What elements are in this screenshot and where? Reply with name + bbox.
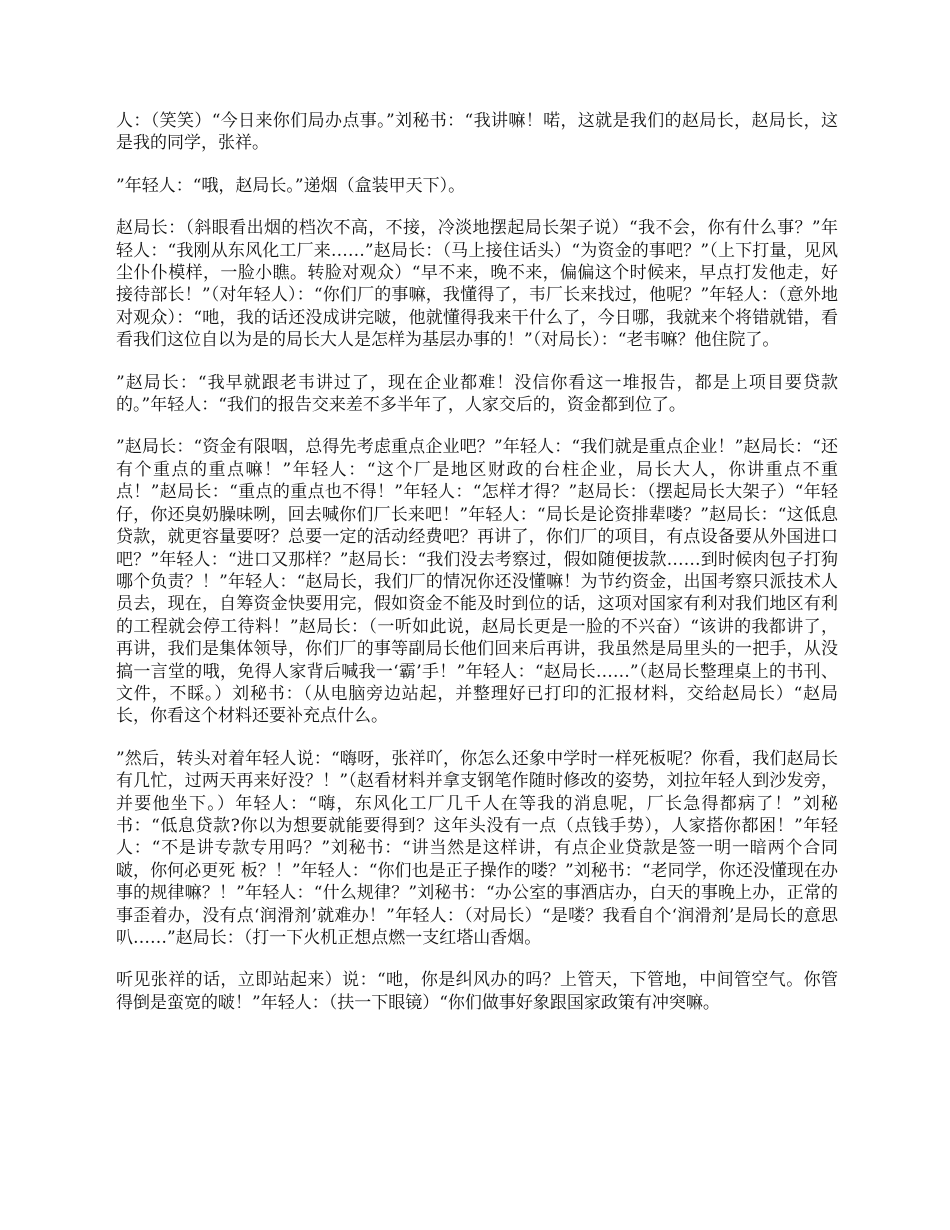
document-page (116, 110, 838, 1034)
paragraph-3: 赵局长：（斜眼看出烟的档次不高，不接，冷淡地摆起局长架子说）“我不会，你有什么事？”年轻人：“我刚从东风化工厂来……”赵局长：（马上接住话头）“为资金的事吧？”（上下打量，见风尘仆仆模样，一脸小瞧。转脸对观众）“早不来，晚不来，偏偏这个时候来，早点打发他走，好接待部长！”（对年轻人）：“你们厂的事嘛，我懂得了，韦厂长来找过，他呢？”年轻人：（意外地对观众）：“吔，我的话还没成讲完啵，他就懂得我来干什么了，今日哪，我就来个将错就错，看看我们这位自以为是的局长大人是怎样为基层办事的！”（对局长）：“老韦嘛？他住院了。 (116, 218, 838, 351)
paragraph-5: ”赵局长：“资金有限咽，总得先考虑重点企业吧？”年轻人：“我们就是重点企业！”赵局长：“还有个重点的重点嘛！”年轻人：“这个厂是地区财政的台柱企业，局长大人，你讲重点不重点！”赵局长：“重点的重点也不得！”年轻人：“怎样才得？”赵局长：（摆起局长大架子）“年轻仔，你还臭奶臊味咧，回去喊你们厂长来吧！”年轻人：“局长是论资排辈喽？”赵局长：“这低息贷款，就更容量要呀？总要一定的活动经费吧？再讲了，你们厂的项目，有点设备要从外国进口吧？”年轻人：“进口又那样？”赵局长：“我们没去考察过，假如随便拔款……到时候肉包子打狗哪个负责？！”年轻人：“赵局长，我们厂的情况你还没懂嘛！为节约资金，出国考察只派技术人员去，现在，自筹资金快要用完，假如资金不能及时到位的话，这项对国家有利对我们地区有利的工程就会停工待料！”赵局长：（一听如此说，赵局长更是一脸的不兴奋）“该讲的我都讲了，再讲，我们是集体领导，你们厂的事等副局长他们回来后再讲，我虽然是局里头的一把手，从没搞一言堂的哦，免得人家背后喊我一‘霸’手！”年轻人：“赵局长……”（赵局长整理桌上的书刊、文件，不睬。）刘秘书：（从电脑旁边站起，并整理好已打印的汇报材料，交给赵局长）“赵局长，你看这个材料还要补充点什么。 (116, 437, 838, 727)
paragraph-4: ”赵局长：“我早就跟老韦讲过了，现在企业都难！没信你看这一堆报告，都是上项目要贷款的。”年轻人：“我们的报告交来差不多半年了，人家交后的，资金都到位了。 (116, 372, 838, 416)
paragraph-2: ”年轻人：“哦，赵局长。”递烟（盒装甲天下）。 (116, 175, 466, 196)
paragraph-6: ”然后，转头对着年轻人说：“嗨呀，张祥吖，你怎么还象中学时一样死板呢？你看，我们赵局长有几忙，过两天再来好没？！”（赵看材料并拿支钢笔作随时修改的姿势，刘拉年轻人到沙发旁，并要他坐下。）年轻人：“嗨，东风化工厂几千人在等我的消息呢，厂长急得都病了！”刘秘书：“低息贷款?你以为想要就能要得到？这年头没有一点（点钱手势），人家搭你都困！”年轻人：“不是讲专款专用吗？”刘秘书：“讲当然是这样讲，有点企业贷款是签一明一暗两个合同啵，你何必更死 板？！”年轻人：“你们也是正子操作的喽？”刘秘书：“老同学，你还没懂现在办事的规律嘛？！”年轻人：“什么规律？”刘秘书：“办公室的事酒店办，白天的事晚上办，正常的事歪着办，没有点‘润滑剂’就难办！”年轻人：（对局长）“是喽？我看自个‘润滑剂’是局长的意思叭……”赵局长：（打一下火机正想点燃一支红塔山香烟。 (116, 748, 838, 948)
paragraph-7: 听见张祥的话，立即站起来）说：“吔，你是纠风办的吗？上管天，下管地，中间管空气。你管得倒是蛮宽的啵！”年轻人：（扶一下眼镜）“你们做事好象跟国家政策有冲突嘛。 (116, 970, 838, 1013)
paragraph-1: 人：（笑笑）“今日来你们局办点事。”刘秘书：“我讲嘛！喏，这就是我们的赵局长，赵局长，这是我的同学，张祥。 (116, 111, 838, 154)
